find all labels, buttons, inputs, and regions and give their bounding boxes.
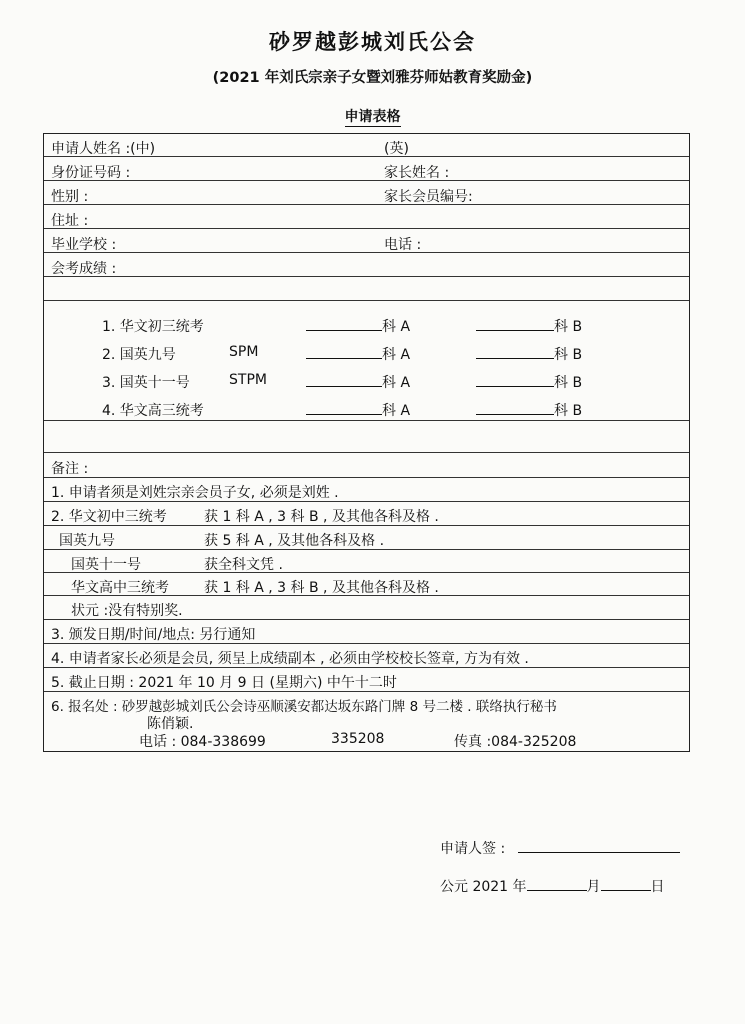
row-divider [44,252,689,253]
date-prefix: 公元 2021 年 [440,879,527,895]
form-title: 申请表格 [344,109,401,125]
exam-grade-b: 科 B [476,344,582,364]
exam-grade-a: 科 A [306,372,410,392]
day-blank[interactable] [601,876,651,891]
row-divider [44,276,689,277]
row-divider [44,452,689,453]
name-label: 申请人姓名 :(中) [51,141,156,157]
member-no-label: 家长会员编号: [384,189,473,205]
contact-phone: 电话 : 084-338699 [139,734,266,750]
school-label: 毕业学校 : [51,237,117,253]
note-3: 3. 颁发日期/时间/地点: 另行通知 [51,627,256,643]
note-5: 5. 截止日期 : 2021 年 10 月 9 日 (星期六) 中午十二时 [51,675,397,691]
month-label: 月 [586,879,601,895]
row-divider [44,420,689,421]
exam-code: STPM [229,372,267,388]
exam-grade-a: 科 A [306,316,410,336]
row-divider [44,300,689,301]
row-divider [44,228,689,229]
note-1: 1. 申请者须是刘姓宗亲会员子女, 必须是刘姓 . [51,485,339,501]
row-divider [44,204,689,205]
note-2-requirement: 获 1 科 A , 3 科 B , 及其他各科及格 . [204,509,439,525]
id-label: 身份证号码 : [51,165,131,181]
row-divider [44,180,689,181]
signature-row [440,838,680,858]
gender-label: 性别 : [51,189,89,205]
note-2e: 状元 :没有特别奖. [71,603,183,619]
application-form [43,133,690,752]
note-2d-requirement: 获 1 科 A , 3 科 B , 及其他各科及格 . [204,580,439,596]
exam-label: 4. 华文高三统考 [102,403,204,419]
exam-grade-b: 科 B [476,372,582,392]
note-2d-label: 华文高中三统考 [71,580,169,596]
exam-label: 2. 国英九号 [102,347,176,363]
signature-label: 申请人签 : [440,841,506,857]
exam-grade-b: 科 B [476,400,582,420]
note-2-label: 2. 华文初中三统考 [51,509,167,525]
note-2b-label: 国英九号 [59,533,115,549]
note-6-line1: 6. 报名处 : 砂罗越彭城刘氏公会诗巫顺溪安都达坂东路门牌 8 号二楼 . 联络执行秘书 [51,699,557,715]
signature-line[interactable] [518,838,680,853]
phone-label: 电话 : [384,237,422,253]
address-label: 住址 : [51,213,89,229]
page-subtitle: (2021 年刘氏宗亲子女暨刘雅芬师姑教育奖励金) [212,70,533,86]
contact-fax: 传真 :084-325208 [454,734,577,750]
exam-grade-a: 科 A [306,344,410,364]
note-2c-label: 国英十一号 [71,557,141,573]
date-row [440,876,665,896]
note-4: 4. 申请者家长必须是会员, 须呈上成绩副本 , 必须由学校校长签章, 方为有效 . [51,651,529,667]
day-label: 日 [650,879,665,895]
exam-code: SPM [229,344,259,360]
row-divider [44,477,689,478]
note-6-line2: 陈俏颖. [147,716,194,732]
results-label: 会考成绩 : [51,261,117,277]
exam-label: 1. 华文初三统考 [102,319,204,335]
month-blank[interactable] [527,876,587,891]
contact-phone-2: 335208 [331,731,385,747]
note-2b-requirement: 获 5 科 A , 及其他各科及格 . [204,533,385,549]
exam-grade-b: 科 B [476,316,582,336]
note-2c-requirement: 获全科文凭 . [204,557,283,573]
name-en-label: (英) [384,141,409,157]
parent-name-label: 家长姓名 : [384,165,450,181]
exam-grade-a: 科 A [306,400,410,420]
page-title: 砂罗越彭城刘氏公会 [269,30,476,54]
exam-label: 3. 国英十一号 [102,375,190,391]
notes-heading: 备注 : [51,461,89,477]
